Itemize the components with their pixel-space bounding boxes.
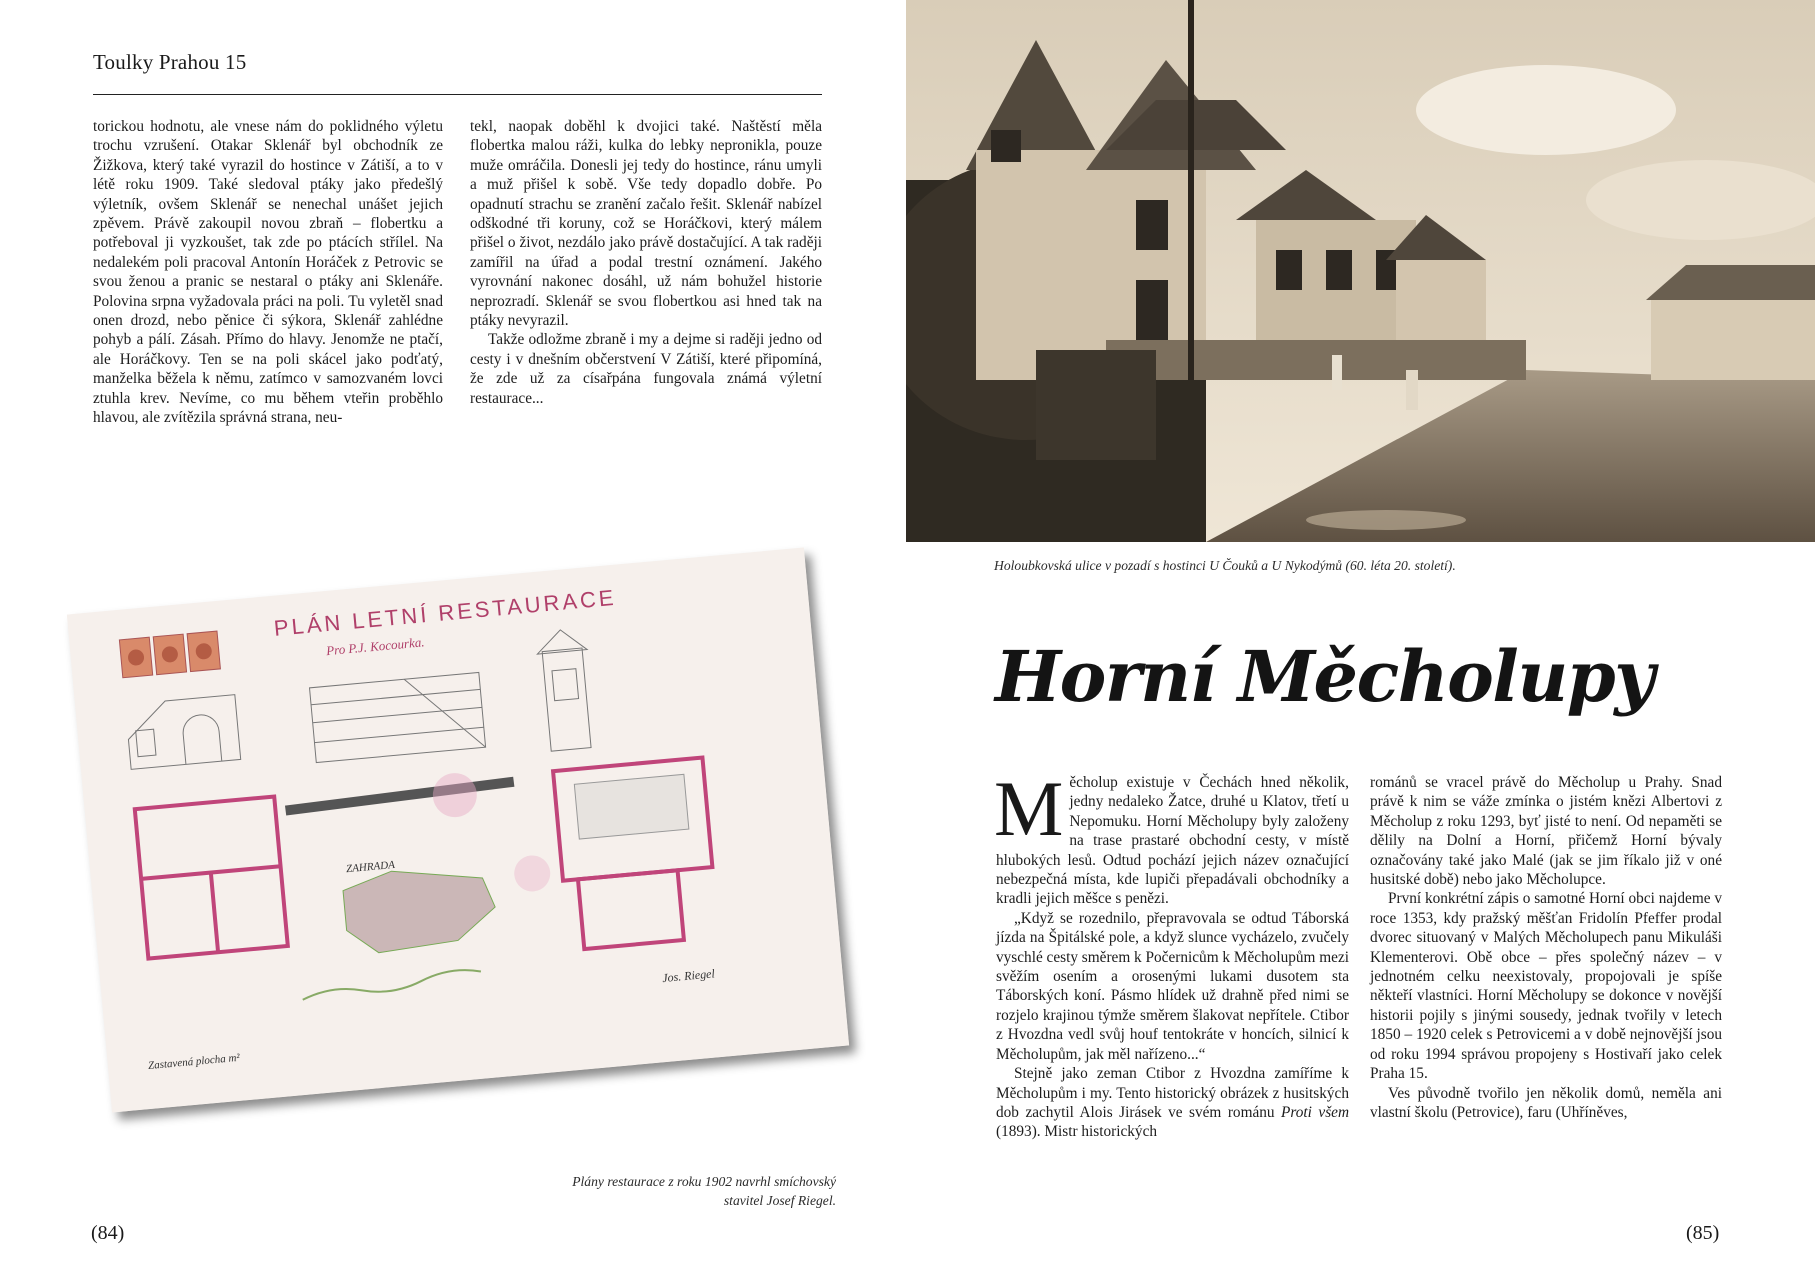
svg-text:ZAHRADA: ZAHRADA bbox=[345, 858, 396, 876]
restaurant-plan-image bbox=[67, 547, 849, 1112]
svg-text:Jos. Riegel: Jos. Riegel bbox=[661, 966, 716, 986]
paragraph: První konkrétní zápis o samotné Horní obci najdeme v roce 1353, kdy pražský měšťan Fridolín Pfeffer prodal dvorec situovaný v Malých Měcholupech panu Mikuláši Klementerovi. Obě obce – přes společný název – v jednotném celku neexistovaly, propojovali je spíše někteří vlastníci. Horní Měcholupy se dokonce v novější historii pojily s jinými sousedy, jednak tvořily v letech 1850 – 1920 celek s Petrovicemi a v době nejnovější jsou od roku 1994 správou propojeny s Hostivaří jako celek Praha 15. bbox=[1370, 890, 1722, 1083]
paragraph bbox=[994, 765, 1349, 909]
plan-subtitle: Pro P.J. Kocourka. bbox=[325, 634, 426, 659]
historic-street-photo bbox=[906, 0, 1815, 542]
paragraph: „Když se rozednilo, přepravovala se odtud Táborská jízda na Špitálské pole, a když slunce vycházelo, zvučely vyschlé cesty směrem k Počernicům k Měcholupům mezi svěžím osením a orosenými lukami dusotem sta Táborských koní. Pásmo hlídek už drahně před nimi se rozjelo krajinou týmže směrem šlakovat nepřítele. Ctibor z Hvozdna vedl svůj houf tentokráte v honcích, silnicí k Měcholupům, jak měl nařízeno...“ bbox=[996, 909, 1350, 1063]
paragraph: tekl, naopak doběhl k dvojici také. Naštěstí měla flobertka malou ráži, kulka do lebky nepronikla, pouze muže omráčila. Donesli jej tedy do hostince, ránu umyli a muž přišel k sobě. Vše tedy dopadlo dobře. Po opadnutí strachu se zranění začalo řešit. Sklenář nabízel odškodné tři koruny, což se Horáčkovi, který málem přišel o život, nezdálo jako právě dostačující. A tak raději zamířil na úřad a podal trestní oznámení. Jakého vyrovnání nakonec dosáhl, už nám bohužel historie neprozradí. Sklenář se svou flobertkou asi hned tak na ptáky nevyrazil. bbox=[470, 118, 822, 330]
paragraph: románů se vracel právě do Měcholup u Prahy. Snad právě k nim se váže zmínka o jistém knězi Albertovi z Měcholup z roku 1293, byť jisté to není. Od nepaměti se dělily na Dolní a Horní, přičemž Horní bývaly označovány také jako Malé (jak se jim říkalo již v oné husitské době) nebo jako Měcholupce. bbox=[1370, 774, 1722, 889]
header-rule bbox=[93, 94, 822, 95]
left-column-1 bbox=[93, 117, 443, 428]
photo-caption: Holoubkovská ulice v pozadí s hostinci U Čouků a U Nykodýmů (60. léta 20. století). bbox=[994, 558, 1456, 573]
plan-drawing bbox=[67, 547, 849, 1112]
paragraph: torickou hodnotu, ale vnese nám do poklidného výletu trochu vzrušení. Otakar Sklenář byl obchodník ze Žižkova, který také vyrazil do hostince v Zátiší, a to v létě roku 1909. Také sledoval ptáky jako předešlý výletník, ovšem Sklenář se nenechal unášet jejich zpěvem. Právě zakoupil novou zbraň – flobertku a potřeboval ji vyzkoušet, tak zde po ptácích střílel. Na nedalekém poli pracoval Antonín Horáček z Petrovic se svou ženou a pranic se nestaral o ptáky ani Sklenáře. Polovina srpna vyžadovala práci na poli. Tu vyletěl snad onen drozd, nebo pěnice či sýkora, Sklenář zahlédne pohyb a pálí. Zásah. Přímo do hlavy. Jenomže ne ptačí, ale Horáčkovy. Ten se na poli skácel jako podťatý, manželka běžela k němu, zatímco v samozvaném lovci ztuhla krev. Nevíme, co mu během vteřin proběhlo hlavou, ale zvítězila správná strana, neu- bbox=[93, 118, 443, 427]
tax-stamps bbox=[119, 631, 220, 678]
paragraph: Ves původně tvořilo jen několik domů, neměla ani vlastní školu (Petrovice), faru (Uhříněves, bbox=[1370, 1084, 1722, 1121]
book-title: Proti všem bbox=[1281, 1103, 1349, 1121]
paragraph-text: Stejně jako zeman Ctibor z Hvozdna zamíříme k Měcholupům i my. Tento historický obrázek z husitských dob zachytil Alois Jirásek ve svém románu bbox=[996, 1065, 1349, 1121]
drop-cap: M bbox=[994, 765, 1064, 852]
paragraph-text: ěcholup existuje v Čechách hned několik, jedny nedaleko Žatce, druhé u Klatov, třetí u Nepomuku. Horní Měcholupy byly založeny na trase prastaré obchodní cesty, v místě hlubokých lesů. Odtud pochází jejich název označující nebezpečná místa, kde lupiči přepadávali obchodníky a kradli jejich měšce s penězi. bbox=[996, 774, 1349, 908]
left-column-2 bbox=[470, 117, 822, 408]
plan-title: PLÁN LETNÍ RESTAURACE bbox=[272, 584, 618, 641]
photo-drawing bbox=[906, 0, 1815, 542]
svg-text:Zastavená plocha m²: Zastavená plocha m² bbox=[147, 1051, 241, 1073]
page-number-left: (84) bbox=[91, 1222, 125, 1244]
paragraph-text: (1893). Mistr historických bbox=[996, 1123, 1158, 1141]
restaurant-plan-figure bbox=[70, 540, 860, 1140]
running-header: Toulky Prahou 15 bbox=[93, 50, 247, 74]
plan-caption: Plány restaurace z roku 1902 navrhl smíchovský stavitel Josef Riegel. bbox=[572, 1174, 836, 1208]
paragraph bbox=[996, 1064, 1349, 1142]
paragraph: Takže odložme zbraně i my a dejme si raději jedno od cesty i v dnešním občerstvení V Zátiší, které připomíná, že zde už za císařpána fungovala známá výletní restaurace... bbox=[470, 331, 822, 407]
page-number-right: (85) bbox=[1686, 1222, 1720, 1244]
right-column-1 bbox=[994, 765, 1350, 1142]
chapter-title: Horní Měcholupy bbox=[995, 635, 1654, 718]
right-column-2 bbox=[1370, 773, 1722, 1122]
